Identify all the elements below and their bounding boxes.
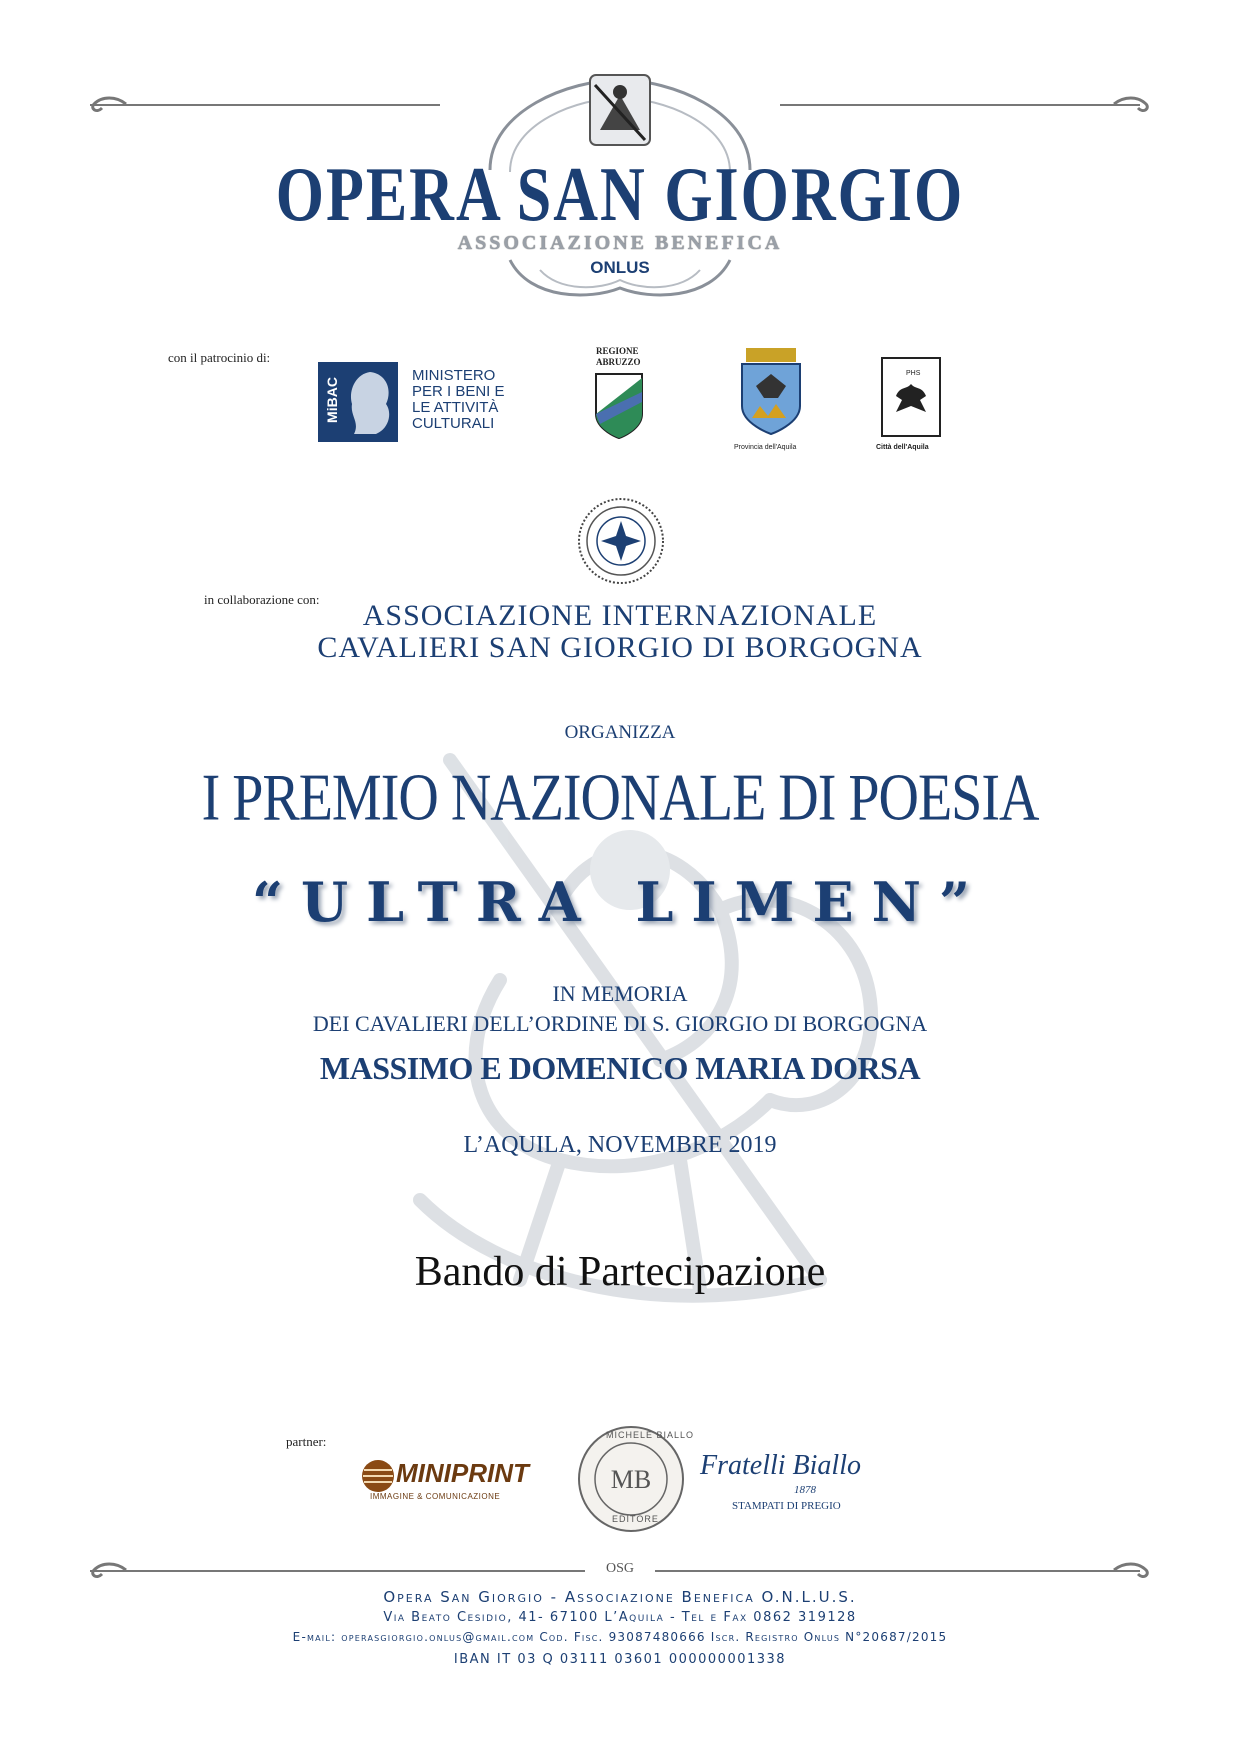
biallo-seal-top: MICHELE BIALLO: [606, 1430, 695, 1440]
collaboration-label: in collaborazione con:: [204, 592, 320, 607]
mibac-line-4: CULTURALI: [412, 415, 495, 432]
regione-label: [596, 346, 641, 368]
miniprint-ball-icon: [360, 1458, 396, 1494]
cavalieri-line: DEI CAVALIERI DELL’ORDINE DI S. GIORGIO DI BORGOGNA: [312, 1011, 928, 1036]
fratelli-sub: STAMPATI DI PREGIO: [732, 1500, 841, 1512]
footer-line-1: Opera San Giorgio - Associazione Benefica O.N.L.U.S.: [383, 1588, 857, 1606]
patronage-label: con il patrocinio di:: [168, 350, 271, 365]
bando-title: Bando di Partecipazione: [414, 1249, 826, 1295]
footer-line-3: E-mail: operasgiorgio.onlus@gmail.com Cod. Fisc. 93087480666 Iscr. Registro Onlus N°20687/2015: [292, 1630, 948, 1644]
footer-monogram: OSG: [605, 1561, 634, 1576]
profile-head-icon: [340, 368, 396, 438]
regione-line-1: REGIONE: [596, 346, 639, 356]
premio-title: I PREMIO NAZIONALE DI POESIA: [201, 760, 1039, 836]
mibac-abbr: MiBAC: [324, 377, 340, 423]
svg-text:MB: MB: [610, 1465, 652, 1494]
citta-label: Città dell'Aquila: [876, 444, 929, 451]
st-george-logo-icon: [585, 70, 655, 150]
header-onlus: ONLUS: [590, 258, 650, 277]
fratelli-biallo-logo: Fratelli Biallo: [700, 1450, 861, 1481]
footer-line-2: Via Beato Cesidio, 41- 67100 L’Aquila - Tel e Fax 0862 319128: [383, 1610, 857, 1625]
mibac-line-3: LE ATTIVITÀ: [412, 399, 499, 416]
header-title: OPERA SAN GIORGIO: [275, 152, 965, 238]
scroll-right-icon: [1112, 92, 1152, 116]
mibac-line-2: PER I BENI E: [412, 383, 505, 400]
honorees-names: MASSIMO E DOMENICO MARIA DORSA: [319, 1050, 921, 1086]
association-seal-icon: [576, 496, 666, 586]
event-date: L’AQUILA, NOVEMBRE 2019: [463, 1132, 777, 1158]
provincia-crest-icon: [738, 346, 804, 438]
citta-crest-icon: [880, 356, 942, 438]
fratelli-year: 1878: [794, 1484, 816, 1496]
miniprint-sub: IMMAGINE & COMUNICAZIONE: [370, 1492, 501, 1501]
citta-emblem: PHS: [906, 370, 921, 377]
regione-abruzzo-shield-icon: [594, 372, 644, 440]
mibac-logo: [318, 362, 398, 442]
partner-label: partner:: [286, 1434, 327, 1449]
mibac-line-1: MINISTERO: [412, 367, 496, 384]
ultra-limen-title: “ULTRA LIMEN”: [251, 870, 989, 934]
organizza-label: ORGANIZZA: [564, 722, 676, 743]
miniprint-logo: MINIPRINT: [396, 1458, 529, 1488]
top-right-divider: [780, 104, 1140, 106]
footer-line-4: IBAN IT 03 Q 03111 03601 000000001338: [453, 1652, 787, 1667]
top-left-divider: [90, 104, 440, 106]
scroll-left-icon: [88, 92, 128, 116]
regione-line-2: ABRUZZO: [596, 357, 641, 367]
biallo-seal-bottom: EDITORE: [612, 1514, 659, 1524]
provincia-label: Provincia dell'Aquila: [734, 444, 797, 451]
mibac-text: [412, 368, 505, 432]
header-subtitle: ASSOCIAZIONE BENEFICA: [457, 232, 783, 254]
memoria-label: IN MEMORIA: [552, 981, 688, 1006]
collaboration-line-2: CAVALIERI SAN GIORGIO DI BORGOGNA: [317, 631, 923, 664]
collaboration-line-1: ASSOCIAZIONE INTERNAZIONALE: [362, 599, 878, 632]
